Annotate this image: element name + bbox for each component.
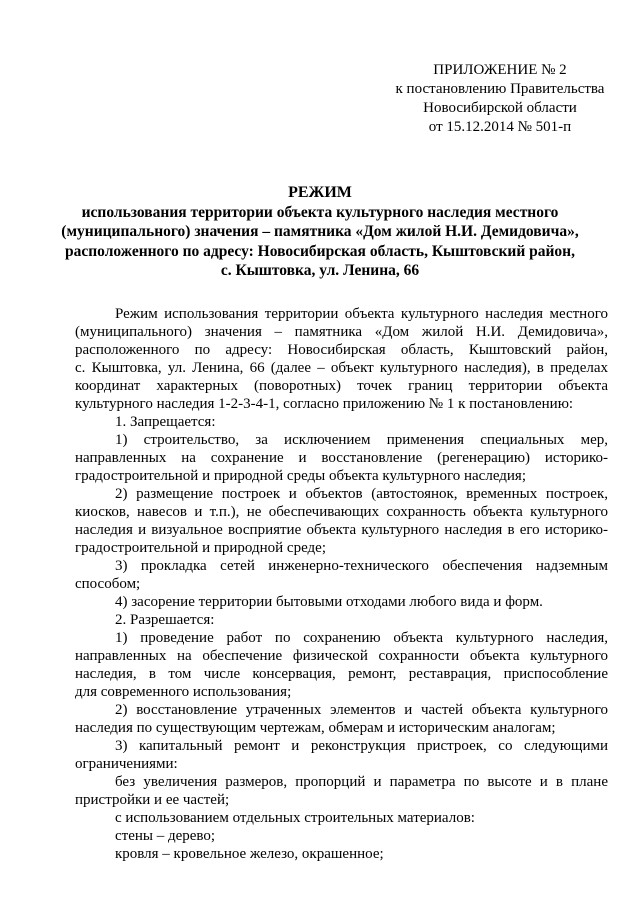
body-line: (муниципального) значения – памятника «Дом жилой Н.И. Демидовича»,	[75, 324, 608, 340]
body-line: с использованием отдельных строительных материалов:	[115, 810, 475, 826]
body-line: без увеличения размеров, пропорций и параметра по высоте и в плане	[115, 774, 608, 790]
body-line: пристройки и ее частей;	[75, 792, 230, 808]
body-line: 1. Запрещается:	[115, 414, 216, 430]
body-line: киосков, навесов и т.п.), не обеспечивающих сохранность объекта культурного	[75, 504, 608, 520]
body-line: 2. Разрешается:	[115, 612, 215, 628]
body-line: наследия и визуальное восприятие объекта культурного наследия в его историко-	[75, 522, 608, 538]
body-line: градостроительной и природной среде;	[75, 540, 326, 556]
document-body	[75, 305, 608, 863]
body-line: 3) прокладка сетей инженерно-технического обеспечения надземным	[115, 558, 608, 574]
body-line: координат характерных (поворотных) точек границ территории объекта	[75, 378, 608, 394]
body-line: способом;	[75, 576, 141, 592]
body-line: 2) восстановление утраченных элементов и частей объекта культурного	[115, 702, 608, 718]
body-line: 1) строительство, за исключением применения специальных мер,	[115, 432, 608, 448]
body-line: наследия по существующим чертежам, обмерам и историческим аналогам;	[75, 720, 556, 736]
body-line: расположенного по адресу: Новосибирская область, Кыштовский район,	[75, 342, 608, 358]
title-heading: РЕЖИМ	[288, 184, 352, 201]
body-line: 4) засорение территории бытовыми отходами любого вида и форм.	[115, 594, 543, 610]
body-line: ограничениями:	[75, 756, 178, 772]
appendix-number: ПРИЛОЖЕНИЕ № 2	[433, 62, 567, 78]
body-line: стены – дерево;	[115, 828, 216, 844]
title-line: с. Кыштовка, ул. Ленина, 66	[220, 262, 420, 279]
body-line: направленных на обеспечение физической сохранности объекта культурного	[75, 648, 608, 664]
document-title	[60, 183, 580, 281]
body-line: для современного использования;	[75, 684, 292, 700]
title-line: использования территории объекта культурного наследия местного	[81, 203, 559, 221]
body-line: Режим использования территории объекта культурного наследия местного	[115, 306, 608, 322]
appendix-region: Новосибирской области	[423, 100, 577, 116]
body-line: градостроительной и природной среды объекта культурного наследия;	[75, 468, 527, 484]
title-line: (муниципального) значения – памятника «Дом жилой Н.И. Демидовича»,	[61, 223, 579, 240]
body-line: с. Кыштовка, ул. Ленина, 66 (далее – объект культурного наследия), в пределах	[75, 360, 608, 376]
appendix-date: от 15.12.2014 № 501-п	[428, 119, 572, 135]
body-line: культурного наследия 1-2-3-4-1, согласно приложению № 1 к постановлению:	[75, 396, 574, 412]
body-line: кровля – кровельное железо, окрашенное;	[115, 846, 384, 862]
body-line: наследия, в том числе консервация, ремонт, реставрация, приспособление	[75, 666, 608, 682]
body-line: 2) размещение построек и объектов (автостоянок, временных построек,	[115, 486, 608, 502]
body-line: направленных на сохранение и восстановление (регенерацию) историко-	[75, 450, 608, 466]
title-line: расположенного по адресу: Новосибирская область, Кыштовский район,	[65, 242, 575, 260]
body-line: 1) проведение работ по сохранению объекта культурного наследия,	[115, 630, 608, 646]
appendix-reference: к постановлению Правительства	[395, 81, 605, 97]
body-line: 3) капитальный ремонт и реконструкция пристроек, со следующими	[115, 738, 608, 754]
appendix-header	[380, 61, 620, 137]
